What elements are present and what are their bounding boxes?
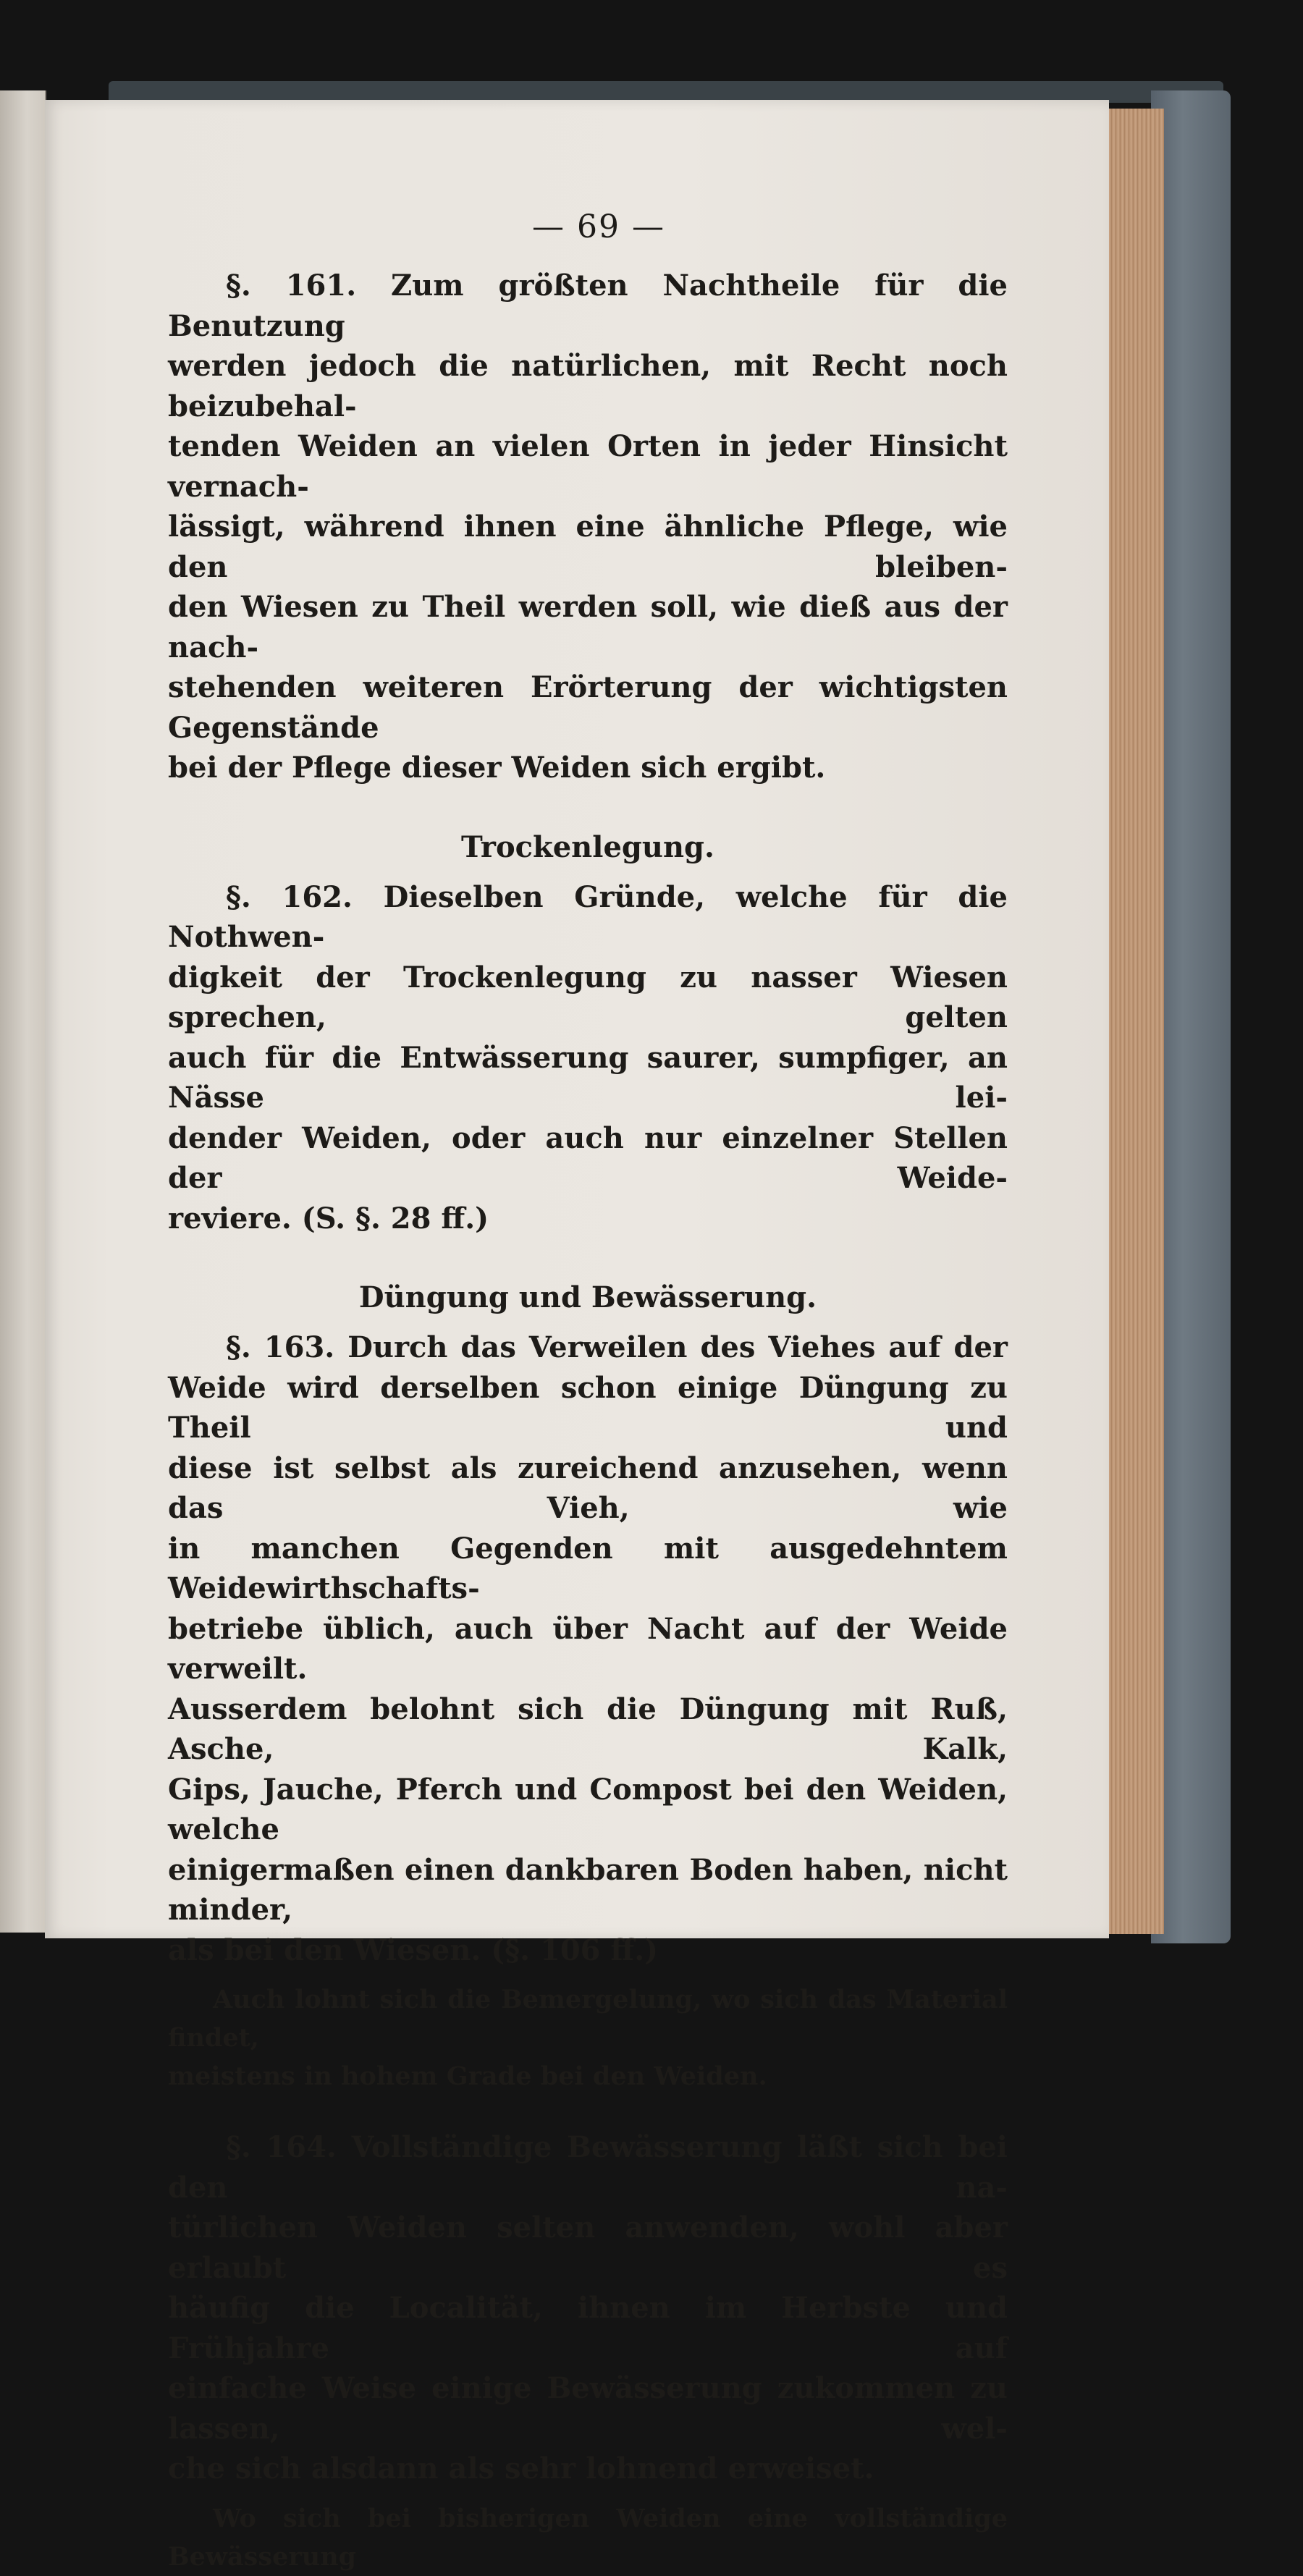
paragraph-161 bbox=[168, 266, 1008, 788]
note-164 bbox=[168, 2499, 1008, 2576]
text-line: Weide wird derselben schon einige Düngung zu Theil und bbox=[168, 1370, 1008, 1445]
note-163 bbox=[168, 1980, 1008, 2095]
text-line: stehenden weiteren Erörterung der wichtigsten Gegenstände bbox=[168, 670, 1008, 745]
text-line: reviere. (S. §. 28 ff.) bbox=[168, 1201, 489, 1236]
page-block-edge bbox=[1106, 109, 1164, 1934]
text-line: bei der Pflege dieser Weiden sich ergibt. bbox=[168, 751, 826, 785]
text-line: lässigt, während ihnen eine ähnliche Pflege, wie den bleiben- bbox=[168, 510, 1008, 584]
text-line: Gips, Jauche, Pferch und Compost bei den Weiden, welche bbox=[168, 1772, 1008, 1846]
paragraph-162 bbox=[168, 877, 1008, 1239]
text-line: häufig die Localität, ihnen im Herbste und Frühjahre auf bbox=[168, 2291, 1008, 2365]
text-line: che sich alsdann als sehr lohnend erweiset. bbox=[168, 2452, 874, 2486]
page-text bbox=[168, 208, 1008, 2576]
text-line: digkeit der Trockenlegung zu nasser Wiesen sprechen, gelten bbox=[168, 960, 1008, 1034]
text-line: betriebe üblich, auch über Nacht auf der Weide verweilt. bbox=[168, 1611, 1008, 1686]
section-heading: Düngung und Bewässerung. bbox=[358, 1280, 817, 1314]
left-page-edge bbox=[0, 90, 46, 1933]
paragraph-164 bbox=[168, 2127, 1008, 2489]
note-line: Auch lohnt sich die Bemergelung, wo sich das Material findet, bbox=[168, 1985, 1008, 2053]
text-line: einigermaßen einen dankbaren Boden haben, nicht minder, bbox=[168, 1852, 1008, 1927]
paragraph-163 bbox=[168, 1327, 1008, 1970]
book-page bbox=[45, 100, 1109, 2572]
text-line: auch für die Entwässerung saurer, sumpfiger, an Nässe lei- bbox=[168, 1040, 1008, 1115]
section-heading: Trockenlegung. bbox=[461, 829, 714, 864]
text-line: diese ist selbst als zureichend anzusehen, wenn das Vieh, wie bbox=[168, 1450, 1008, 1525]
text-line: in manchen Gegenden mit ausgedehntem Weidewirthschafts- bbox=[168, 1531, 1008, 1605]
text-line: dender Weiden, oder auch nur einzelner Stellen der Weide- bbox=[168, 1120, 1008, 1195]
note-line: Wo sich bei bisherigen Weiden eine vollständige Bewässerung bbox=[168, 2503, 1008, 2572]
text-line: §. 162. Dieselben Gründe, welche für die Nothwen- bbox=[168, 879, 1008, 954]
text-line: als bei den Wiesen. (§. 106 ff.) bbox=[168, 1933, 659, 1967]
text-line: Ausserdem belohnt sich die Düngung mit Ruß, Asche, Kalk, bbox=[168, 1692, 1008, 1766]
text-line: einfache Weise einige Bewässerung zukommen zu lassen, wel- bbox=[168, 2371, 1008, 2446]
text-line: §. 164. Vollständige Bewässerung läßt sich bei den na- bbox=[168, 2130, 1008, 2205]
text-line: türlichen Weiden selten anwenden, wohl aber erlaubt es bbox=[168, 2210, 1008, 2285]
text-line: werden jedoch die natürlichen, mit Recht noch beizubehal- bbox=[168, 349, 1008, 423]
text-line: den Wiesen zu Theil werden soll, wie dieß aus der nach- bbox=[168, 590, 1008, 664]
note-line: meistens in hohem Grade bei den Weiden. bbox=[168, 2061, 767, 2091]
page-number: — 69 — bbox=[532, 208, 665, 245]
text-line: tenden Weiden an vielen Orten in jeder Hinsicht vernach- bbox=[168, 429, 1008, 504]
text-line: §. 161. Zum größten Nachtheile für die Benutzung bbox=[168, 269, 1008, 343]
text-line: §. 163. Durch das Verweilen des Viehes auf der bbox=[226, 1330, 1008, 1364]
